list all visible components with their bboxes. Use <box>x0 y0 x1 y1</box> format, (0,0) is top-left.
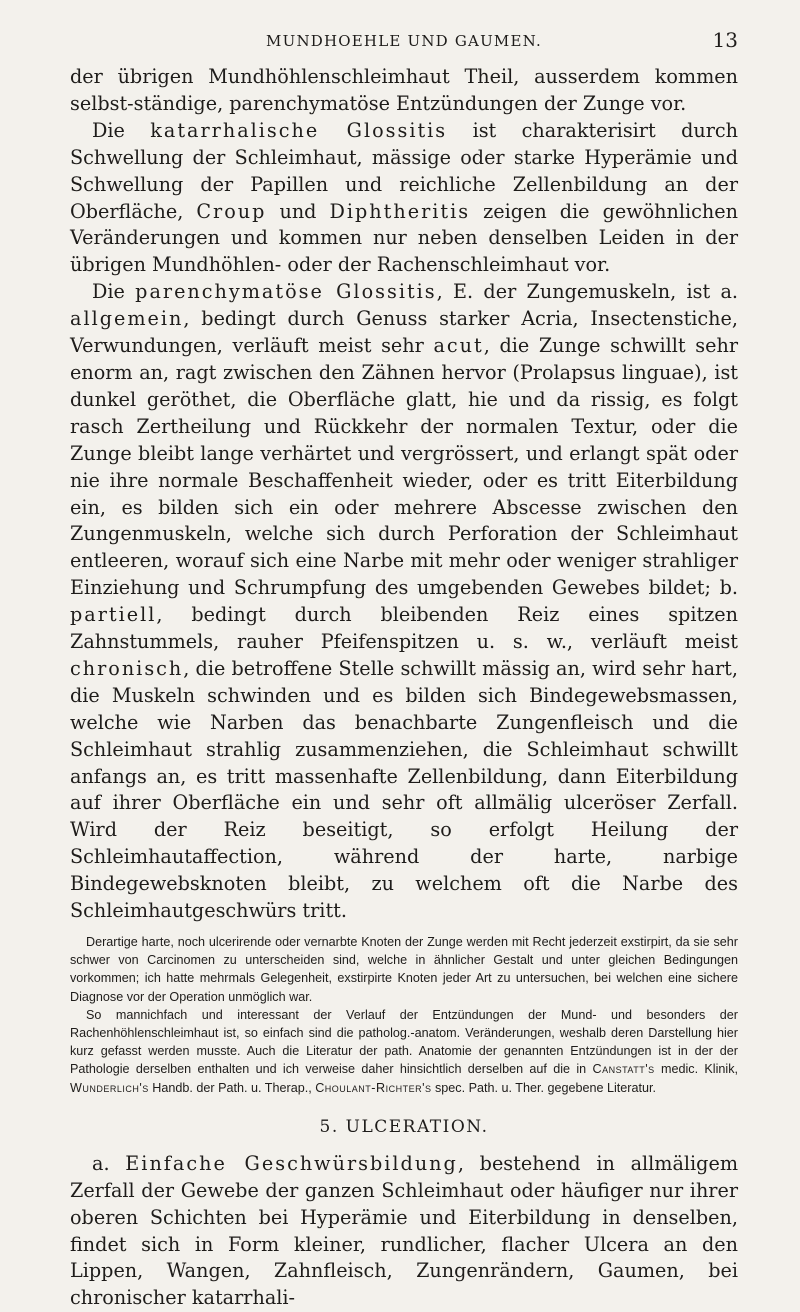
paragraph-einfache-geschwuersbildung <box>70 1151 738 1312</box>
text-run: Die <box>92 118 151 142</box>
text-run: a. <box>92 1151 126 1175</box>
author-canstatt: Canstatt's <box>592 1062 655 1077</box>
paragraph-continuation <box>70 64 738 118</box>
author-choulant-richter: Choulant-Richter's <box>315 1080 432 1095</box>
text-run: , die betroffene Stelle schwillt mässig an, wird sehr hart, die Muskeln schwinden und es bilden sich Bindegewebsmassen, welche wie Narben das benachbarte Zungenfleisch und die Schleimhaut strahlig zusammenziehen, die Schleimhaut schwillt anfangs an, es tritt massenhafte Zellenbildung, dann Eiterbildung auf ihrer Oberfläche ein und sehr oft allmälig ulceröser Zerfall. Wird der Reiz beseitigt, so erfolgt Heilung der Schleimhautaffection, während der harte, narbige Bindegewebsknoten bleibt, zu welchem oft die Narbe des Schleimhautgeschwürs tritt. <box>70 656 738 923</box>
author-wunderlich: Wunderlich's <box>70 1080 149 1095</box>
note-text: Derartige harte, noch ulcerirende oder vernarbte Knoten der Zunge werden mit Recht jederzeit exstirpirt, da sie sehr schwer von Carcinomen zu unterscheiden sind, welche in ähnlicher Gestalt und unter gleichen Bedingungen vorkommen; ich hatte mehrmals Gelegenheit, exstirpirte Knoten jeder Art zu untersuchen, bei welchen eine sichere Diagnose vor der Operation unmöglich war. <box>70 935 738 1004</box>
text-run: Die <box>92 280 136 304</box>
term-croup: Croup <box>196 199 267 223</box>
term-einfache-geschwuersbildung: Einfache Geschwürsbildung <box>125 1151 458 1175</box>
text-run: Handb. der Path. u. Therap., <box>148 1080 316 1095</box>
page-number: 13 <box>712 28 738 52</box>
term-parenchymatoese-glossitis: parenchymatöse Glossitis <box>135 280 437 304</box>
running-head <box>70 28 738 58</box>
running-title: MUNDHOEHLE UND GAUMEN. <box>266 32 542 50</box>
text-run: medic. Klinik, <box>654 1062 738 1077</box>
term-chronisch: chronisch <box>70 656 184 680</box>
text-run: So mannichfach und interessant der Verlauf der Entzündungen der Mund- und besonders der Rachenhöhlenschleimhaut ist, so einfach sind die patholog.-anatom. Veränderungen, weshalb deren Darstellung hier kurz gefasst werden musste. Auch die Literatur der path. Anatomie der genannten Entzündungen ist in der der Pathologie derselben enthalten und ich verweise daher hinsichtlich derselben auf die in <box>70 1007 738 1077</box>
text-run: und <box>266 199 330 223</box>
text-run: , E. der Zungemuskeln, ist a. <box>436 280 738 304</box>
term-partiell: partiell <box>70 603 157 627</box>
paragraph-text: der übrigen Mundhöhlenschleimhaut Theil, ausserdem kommen selbst-ständige, parenchymatöse Entzündungen der Zunge vor. <box>70 65 738 115</box>
text-run: , bestehend in allmäligem Zerfall der Gewebe der ganzen Schleimhaut oder häufiger nur ihrer oberen Schichten bei Hyperämie und Eiterbildung in denselben, findet sich in Form kleiner, rundlicher, flacher Ulcera an den Lippen, Wangen, Zahnfleisch, Zungenrändern, Gaumen, bei chronischer katarrhali- <box>70 1151 739 1310</box>
note-exstirpation <box>70 933 738 1006</box>
text-run: , bedingt durch bleibenden Reiz eines spitzen Zahnstummels, rauher Pfeifenspitzen u. s. w., verläuft meist <box>70 603 738 654</box>
text-run: ist charakterisirt durch Schwellung der Schleimhaut, mässige oder starke Hyperämie und Schwellung der Papillen und reichliche Zellenbildung an der Oberfläche, <box>70 118 739 223</box>
small-print-notes <box>70 933 738 1097</box>
text-run: zeigen die gewöhnlichen Veränderungen und kommen nur neben denselben Leiden in der übrigen Mundhöhlen- oder der Rachenschleimhaut vor. <box>70 199 738 277</box>
text-run: , die Zunge schwillt sehr enorm an, ragt zwischen den Zähnen hervor (Prolapsus linguae), ist dunkel geröthet, die Oberfläche glatt, hie und da rissig, es folgt rasch Zertheilung und Rückkehr der normalen Textur, oder die Zunge bleibt lange verhärtet und vergrössert, und erlangt spät oder nie ihre normale Beschaffenheit wieder, oder es tritt Eiterbildung ein, es bilden sich ein oder mehrere Abscesse zwischen den Zungenmuskeln, welche sich durch Perforation der Schleimhaut entleeren, worauf sich eine Narbe mit mehr oder weniger strahliger Einziehung und Schrumpfung des umgebenden Gewebes bildet; b. <box>70 334 739 600</box>
note-literatur <box>70 1006 738 1097</box>
term-acut: acut <box>433 334 484 358</box>
term-allgemein: allgemein <box>70 307 184 331</box>
paragraph-katarrhalische-glossitis <box>70 118 738 279</box>
text-run: , bedingt durch Genuss starker Acria, Insectenstiche, Verwundungen, verläuft meist sehr <box>70 307 738 358</box>
text-run: spec. Path. u. Ther. gegebene Literatur. <box>431 1080 657 1095</box>
term-diphtheritis: Diphtheritis <box>329 199 471 223</box>
term-katarrhalische-glossitis: katarrhalische Glossitis <box>150 118 448 142</box>
section-heading: 5. ULCERATION. <box>319 1116 489 1137</box>
paragraph-parenchymatoese-glossitis <box>70 279 738 925</box>
